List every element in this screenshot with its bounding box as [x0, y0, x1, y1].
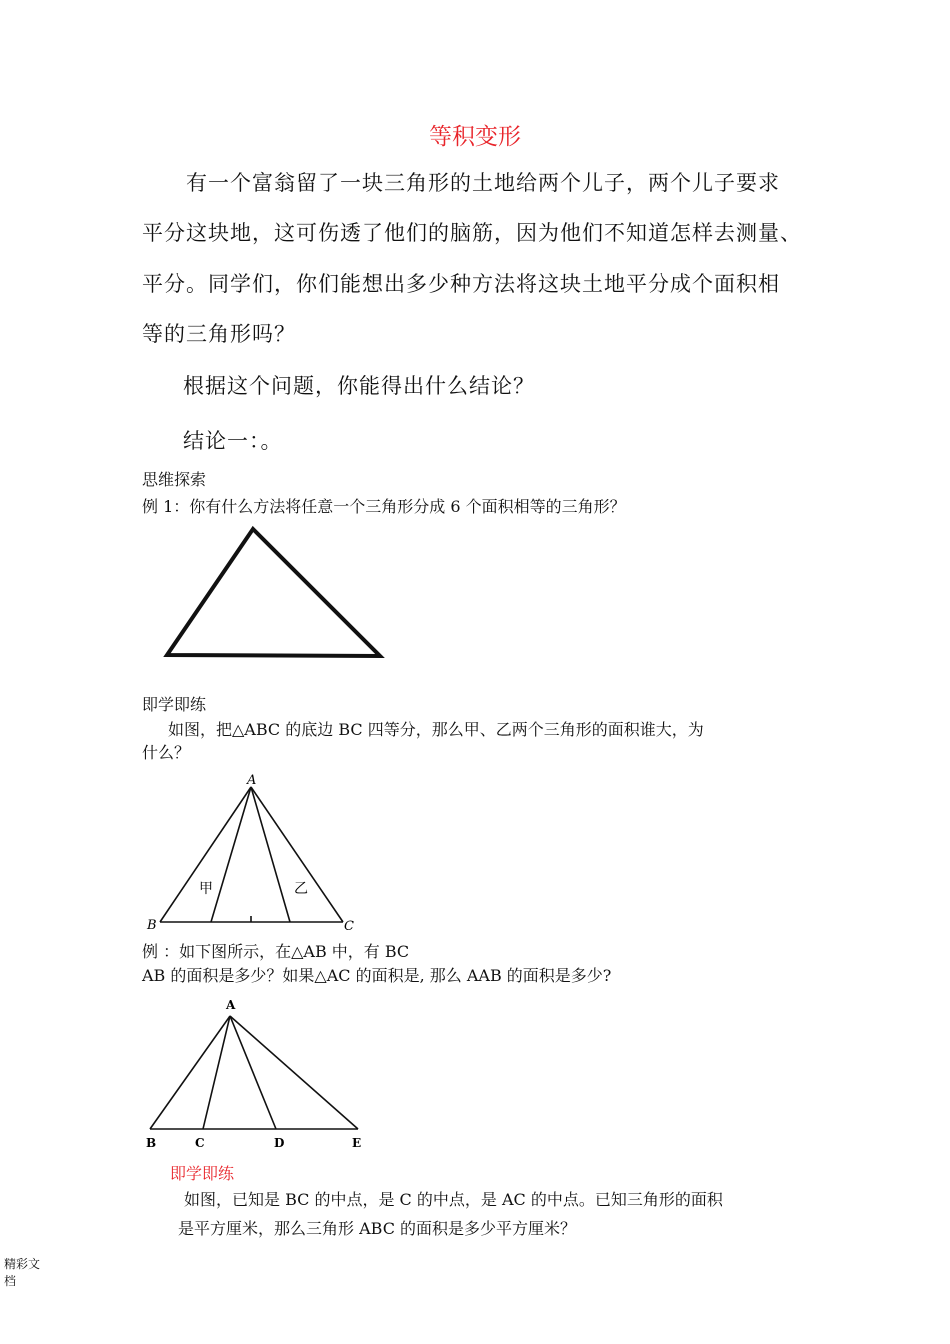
section-heading-explore: 思维探索: [142, 470, 207, 489]
fig3-label-e: E: [352, 1136, 362, 1150]
intro-line-3: 平分。同学们，你们能想出多少种方法将这块土地平分成个面积相: [142, 272, 780, 296]
fig2-label-yi: 乙: [294, 881, 308, 897]
fig3-label-d: D: [274, 1136, 285, 1150]
fig3-label-b: B: [146, 1136, 157, 1150]
conclusion-one: 结论一：。: [183, 429, 283, 453]
practice-1-line-2: 什么？: [142, 743, 191, 762]
page-title: 等积变形: [429, 124, 521, 150]
footer-line-1: 精彩文: [4, 1257, 41, 1271]
fig2-label-a: A: [247, 773, 257, 788]
fig2-label-jia: 甲: [199, 881, 213, 897]
fig2-label-c: C: [344, 919, 354, 934]
example-2-line-1: 例 ：如下图所示，在△AB 中，有 BC: [142, 942, 410, 961]
intro-line-2: 平分这块地，这可伤透了他们的脑筋，因为他们不知道怎样去测量、: [142, 221, 802, 245]
fig2-label-b: B: [147, 918, 157, 933]
practice-2-line-1: 如图，已知是 BC 的中点，是 C 的中点，是 AC 的中点。已知三角形的面积: [184, 1190, 723, 1209]
intro-line-4: 等的三角形吗？: [142, 322, 296, 346]
intro-line-1: 有一个富翁留了一块三角形的土地给两个儿子，两个儿子要求: [186, 171, 780, 195]
example-1-text: 例 1：你有什么方法将任意一个三角形分成 6 个面积相等的三角形？: [142, 497, 626, 516]
footer-line-2: 档: [4, 1274, 17, 1288]
fig3-label-a: A: [226, 998, 236, 1012]
practice-1-line-1: 如图，把△ABC 的底边 BC 四等分，那么甲、乙两个三角形的面积谁大，为: [168, 720, 704, 739]
question-text: 根据这个问题，你能得出什么结论？: [183, 374, 535, 398]
practice-2-line-2: 是平方厘米，那么三角形 ABC 的面积是多少平方厘米？: [178, 1219, 577, 1238]
practice-1-heading: 即学即练: [142, 695, 207, 714]
practice-2-heading: 即学即练: [170, 1164, 235, 1183]
fig3-label-c: C: [195, 1136, 205, 1150]
example-2-line-2: AB 的面积是多少？如果△AC 的面积是, 那么 AAB 的面积是多少?: [142, 966, 612, 985]
